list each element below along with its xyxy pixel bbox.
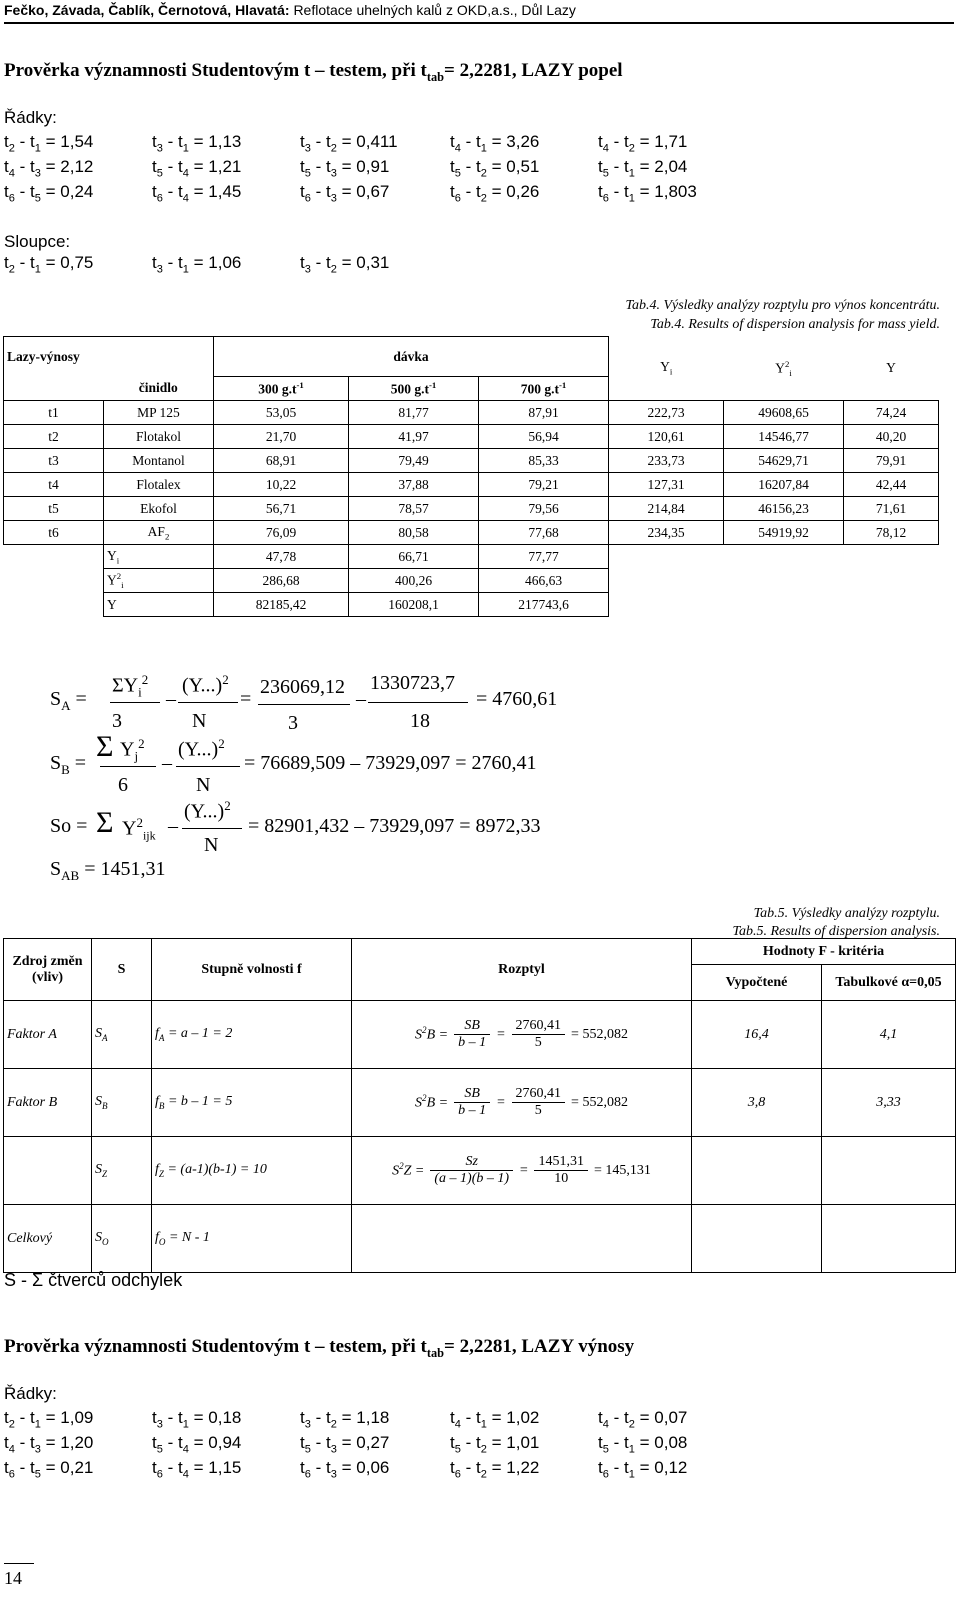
ttest-value: $t_6 - t_1 = 1,803$ <box>598 182 697 205</box>
footer-rule <box>4 1563 34 1564</box>
table-cell <box>4 1137 92 1205</box>
table4-h-d2: 500 $g.t^{-1}$ <box>349 377 479 401</box>
table-cell: t4 <box>4 473 104 497</box>
table-cell: $S_Z$ <box>92 1137 152 1205</box>
rows-label-2: Řádky: <box>4 1384 57 1403</box>
table4-h-yi: $Y_i$ <box>660 359 673 378</box>
formula-so-lhs: So = <box>50 815 88 837</box>
table-cell: 78,12 <box>844 521 939 545</box>
formula-sa-t2: $(Y...)^2$ <box>182 672 229 697</box>
ttest-value: $t_6 - t_5 = 0,21$ <box>4 1458 94 1481</box>
table-cell: $f_A = a - 1 = 2$ <box>152 1001 352 1069</box>
ttest-value: $t_3 - t_2 = 0,411$ <box>300 132 398 155</box>
table4-h-lazy: Lazy-výnosy <box>4 337 104 377</box>
table-row <box>4 425 939 449</box>
table-cell: 41,97 <box>349 425 479 449</box>
table-cell: 54629,71 <box>724 449 844 473</box>
table-cell: $Y^2_i$ <box>104 569 214 593</box>
table5-h-zdroj: Zdroj změn (vliv) <box>4 939 92 1001</box>
table-cell: 79,56 <box>479 497 609 521</box>
formula-sa-n2: 1330723,7 <box>370 672 455 694</box>
table-cell: 4,1 <box>822 1001 956 1069</box>
table-cell: 234,35 <box>609 521 724 545</box>
table-cell: Flotakol <box>104 425 214 449</box>
ttest-value: $t_4 - t_3 = 2,12$ <box>4 157 94 180</box>
table-cell: 127,31 <box>609 473 724 497</box>
formula-sa-lhs: $S_A$ = <box>50 688 87 713</box>
ttest-value: $t_5 - t_4 = 1,21$ <box>152 157 242 180</box>
table5-caption-cz: Tab.5. Výsledky analýzy rozptylu. <box>753 906 940 921</box>
table-cell: 217743,6 <box>479 593 609 617</box>
formula-sab: $S_{AB} = 1451,31$ <box>50 858 166 883</box>
table-cell: 76,09 <box>214 521 349 545</box>
table5-h-hodnoty: Hodnoty F - kritéria <box>692 939 956 965</box>
table4 <box>3 336 939 617</box>
table-cell: t2 <box>4 425 104 449</box>
table-cell: 74,24 <box>844 401 939 425</box>
table5-h-stupne: Stupně volnosti f <box>152 939 352 1001</box>
table-cell <box>692 1137 822 1205</box>
table-cell: Flotalex <box>104 473 214 497</box>
rows-label: Řádky: <box>4 108 57 127</box>
ttest-value: $t_6 - t_1 = 0,12$ <box>598 1458 688 1481</box>
table-cell: $Y_i$ <box>104 545 214 569</box>
table-cell: Montanol <box>104 449 214 473</box>
table-cell: Celkový <box>4 1205 92 1273</box>
table-cell: t6 <box>4 521 104 545</box>
table-cell: 78,57 <box>349 497 479 521</box>
table-cell: 47,78 <box>214 545 349 569</box>
formula-sa-d1: 3 <box>288 712 298 734</box>
page-number: 14 <box>4 1568 22 1588</box>
table-cell <box>352 1205 692 1273</box>
running-header <box>4 2 576 18</box>
section2-title-post: = 2,2281, LAZY výnosy <box>444 1336 635 1357</box>
table-cell: 54919,92 <box>724 521 844 545</box>
table4-caption-en: Tab.4. Results of dispersion analysis for mass yield. <box>650 317 940 332</box>
table-cell: 79,91 <box>844 449 939 473</box>
table-row <box>4 497 939 521</box>
frac-line <box>178 702 238 703</box>
table4-caption-cz: Tab.4. Výsledky analýzy rozptylu pro výnos koncentrátu. <box>625 298 940 313</box>
ttest-value: $t_5 - t_3 = 0,91$ <box>300 157 390 180</box>
table-cell: 49608,65 <box>724 401 844 425</box>
table4-h-d1: 300 $g.t^{-1}$ <box>214 377 349 401</box>
table-cell: 79,21 <box>479 473 609 497</box>
table5-h-rozptyl: Rozptyl <box>352 939 692 1001</box>
table-cell: 233,73 <box>609 449 724 473</box>
ttest-value: $t_2 - t_1 = 1,54$ <box>4 132 94 155</box>
ttest-value: $t_4 - t_1 = 1,02$ <box>450 1408 540 1431</box>
ttest-value: $t_5 - t_4 = 0,94$ <box>152 1433 242 1456</box>
formula-sa-t1: $\Sigma Y_i^2$ <box>112 672 149 700</box>
section2-title-sub: tab <box>426 1345 445 1360</box>
ttest-value: $t_6 - t_3 = 0,67$ <box>300 182 390 205</box>
table-cell: 14546,77 <box>724 425 844 449</box>
table-row <box>4 1205 956 1273</box>
table-cell: 40,20 <box>844 425 939 449</box>
section1-title-sub: tab <box>426 69 445 84</box>
table-row <box>4 473 939 497</box>
ttest-value: $t_4 - t_3 = 1,20$ <box>4 1433 94 1456</box>
table-row <box>4 1001 956 1069</box>
table-cell: 66,71 <box>349 545 479 569</box>
table-row <box>4 545 939 569</box>
table-row <box>4 449 939 473</box>
table-cell: 16207,84 <box>724 473 844 497</box>
header-rule <box>4 22 954 24</box>
table-cell: 87,91 <box>479 401 609 425</box>
table-cell: 21,70 <box>214 425 349 449</box>
table-cell: $S_A$ <box>92 1001 152 1069</box>
formula-sa-d2: 18 <box>410 710 430 732</box>
table-cell: Y <box>104 593 214 617</box>
table4-body <box>4 401 939 617</box>
table-cell: 37,88 <box>349 473 479 497</box>
table-cell: 466,63 <box>479 569 609 593</box>
table-cell: Faktor B <box>4 1069 92 1137</box>
table4-h-y2i: $Y^2_i$ <box>775 358 792 378</box>
header-title: Reflotace uhelných kalů z OKD,a.s., Důl Lazy <box>293 2 576 18</box>
table4-h-davka: dávka <box>214 337 609 377</box>
ttest-value: $t_5 - t_1 = 2,04$ <box>598 157 688 180</box>
table-cell: 222,73 <box>609 401 724 425</box>
section1-title-text: Prověrka významnosti Studentovým t – testem, při t <box>4 60 427 81</box>
table5-h-s: S <box>92 939 152 1001</box>
table-cell: $S^2B$ = $\frac{SB}{b - 1}$ = $\frac{2760,41}{5}$ = 552,082 <box>352 1069 692 1137</box>
ttest-value: $t_6 - t_4 = 1,15$ <box>152 1458 242 1481</box>
table-row <box>4 521 939 545</box>
section1-title <box>4 60 623 85</box>
table-cell: 82185,42 <box>214 593 349 617</box>
formula-sa-n1: 236069,12 <box>260 676 345 698</box>
table-cell: $f_Z = (a-1)(b-1) = 10$ <box>152 1137 352 1205</box>
table5-caption-en: Tab.5. Results of dispersion analysis. <box>732 924 940 939</box>
table-cell: $S^2Z$ = $\frac{Sz}{(a - 1)(b - 1)}$ = $\frac{1451,31}{10}$ = 145,131 <box>352 1137 692 1205</box>
table4-h-cinidlo: činidlo <box>104 377 214 401</box>
table5-h-vyp: Vypočtené <box>692 965 822 1001</box>
table-row <box>4 401 939 425</box>
table-cell: $f_B = b - 1 = 5$ <box>152 1069 352 1137</box>
table-cell <box>822 1137 956 1205</box>
ttest-value: $t_4 - t_2 = 1,71$ <box>598 132 688 155</box>
table-row <box>4 569 939 593</box>
table-cell: Ekofol <box>104 497 214 521</box>
frac-line <box>176 766 240 767</box>
sum-icon: Σ <box>96 806 114 839</box>
table-cell: t1 <box>4 401 104 425</box>
table-cell: 3,8 <box>692 1069 822 1137</box>
table-cell: MP 125 <box>104 401 214 425</box>
table-cell: 53,05 <box>214 401 349 425</box>
section2-title <box>4 1336 634 1361</box>
formula-sb-res: = 76689,509 – 73929,097 = 2760,41 <box>244 752 537 774</box>
table-cell: $AF_2$ <box>104 521 214 545</box>
table-cell: 68,91 <box>214 449 349 473</box>
ttest-value: $t_5 - t_1 = 0,08$ <box>598 1433 688 1456</box>
ttest-value: $t_2 - t_1 = 1,09$ <box>4 1408 94 1431</box>
table-cell: $S^2B$ = $\frac{SB}{b - 1}$ = $\frac{2760,41}{5}$ = 552,082 <box>352 1001 692 1069</box>
table5-h-tab: Tabulkové α=0,05 <box>822 965 956 1001</box>
frac-line <box>182 828 242 829</box>
table-cell: Faktor A <box>4 1001 92 1069</box>
table5 <box>3 938 956 1273</box>
formula-so-res: = 82901,432 – 73929,097 = 8972,33 <box>248 815 541 837</box>
ttest-col-value: $t_3 - t_2 = 0,31$ <box>300 253 390 276</box>
table-cell: 77,68 <box>479 521 609 545</box>
table5-note: S - Σ čtverců odchylek <box>4 1270 183 1290</box>
formula-sa-res: = 4760,61 <box>476 688 558 710</box>
table-cell: $S_B$ <box>92 1069 152 1137</box>
ttest-value: $t_6 - t_2 = 1,22$ <box>450 1458 540 1481</box>
table-cell: 120,61 <box>609 425 724 449</box>
section1-title-post: = 2,2281, LAZY popel <box>444 60 623 81</box>
formula-sb-lhs: $S_B$ = <box>50 752 87 777</box>
table-cell: 3,33 <box>822 1069 956 1137</box>
ttest-value: $t_5 - t_2 = 1,01$ <box>450 1433 540 1456</box>
table-row <box>4 593 939 617</box>
cols-label: Sloupce: <box>4 232 71 251</box>
table5-body <box>4 1001 956 1273</box>
table-cell: 56,94 <box>479 425 609 449</box>
table-cell: 79,49 <box>349 449 479 473</box>
table-cell: 81,77 <box>349 401 479 425</box>
ttest-value: $t_5 - t_2 = 0,51$ <box>450 157 540 180</box>
table-row <box>4 1137 956 1205</box>
table-cell: 286,68 <box>214 569 349 593</box>
table-cell: 80,58 <box>349 521 479 545</box>
ttest-value: $t_6 - t_5 = 0,24$ <box>4 182 94 205</box>
ttest-value: $t_3 - t_2 = 1,18$ <box>300 1408 390 1431</box>
sum-icon: Σ <box>96 730 114 763</box>
table-cell: 400,26 <box>349 569 479 593</box>
table-cell: 56,71 <box>214 497 349 521</box>
ttest-value: $t_6 - t_2 = 0,26$ <box>450 182 540 205</box>
table-cell: 214,84 <box>609 497 724 521</box>
table-cell: 10,22 <box>214 473 349 497</box>
ttest-value: $t_4 - t_1 = 3,26$ <box>450 132 540 155</box>
ttest-value: $t_3 - t_1 = 1,13$ <box>152 132 242 155</box>
formula-sb-den: 6 <box>118 774 128 796</box>
ttest-value: $t_5 - t_3 = 0,27$ <box>300 1433 390 1456</box>
table4-h-d3: 700 $g.t^{-1}$ <box>479 377 609 401</box>
ttest-value: $t_4 - t_2 = 0,07$ <box>598 1408 688 1431</box>
frac-line <box>100 766 156 767</box>
ttest-col-value: $t_3 - t_1 = 1,06$ <box>152 253 242 276</box>
table4-h-y: Y <box>886 360 896 376</box>
ttest-value: $t_3 - t_1 = 0,18$ <box>152 1408 242 1431</box>
ttest-col-value: $t_2 - t_1 = 0,75$ <box>4 253 94 276</box>
table-cell: 160208,1 <box>349 593 479 617</box>
ttest-value: $t_6 - t_3 = 0,06$ <box>300 1458 390 1481</box>
table-cell <box>822 1205 956 1273</box>
table-cell: 85,33 <box>479 449 609 473</box>
table-cell: 46156,23 <box>724 497 844 521</box>
table-cell <box>692 1205 822 1273</box>
frac-line <box>258 704 350 705</box>
table-cell: $S_O$ <box>92 1205 152 1273</box>
table-cell: 42,44 <box>844 473 939 497</box>
table-cell: 71,61 <box>844 497 939 521</box>
table-cell: 77,77 <box>479 545 609 569</box>
frac-line <box>368 702 468 703</box>
table-cell: t3 <box>4 449 104 473</box>
formula-sa-t2-den: N <box>192 710 207 732</box>
header-authors: Fečko, Závada, Čablík, Černotová, Hlavatá: <box>4 2 290 18</box>
table-row <box>4 1069 956 1137</box>
formula-sa-t1-den: 3 <box>112 710 122 732</box>
table-cell: 16,4 <box>692 1001 822 1069</box>
table-cell: $f_O = N - 1$ <box>152 1205 352 1273</box>
ttest-value: $t_6 - t_4 = 1,45$ <box>152 182 242 205</box>
frac-line <box>110 702 160 703</box>
table-cell: t5 <box>4 497 104 521</box>
section2-title-text: Prověrka významnosti Studentovým t – testem, při t <box>4 1336 427 1357</box>
